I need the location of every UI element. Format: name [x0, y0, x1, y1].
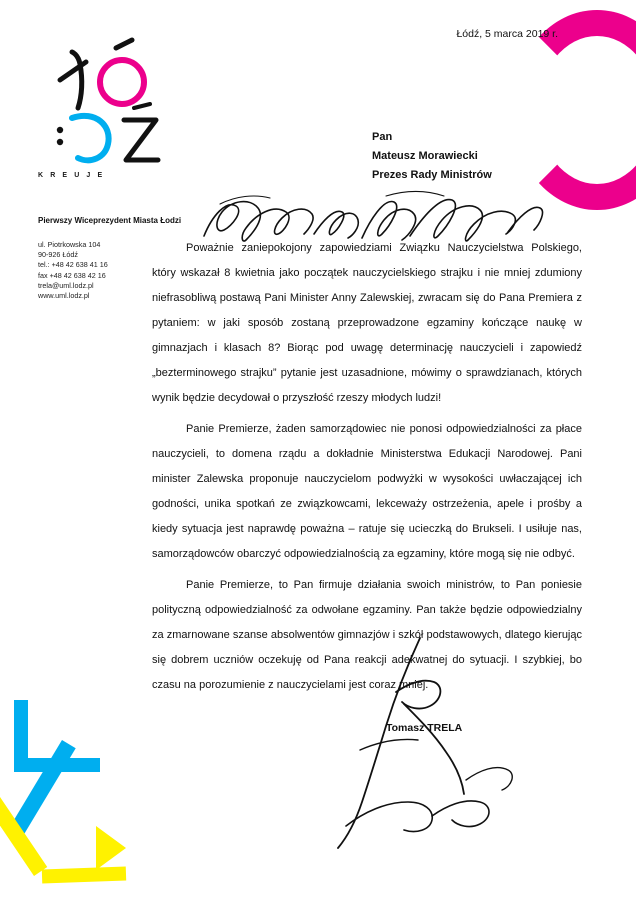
- letter-body: [152, 236, 582, 704]
- logo-tagline: K R E U J E: [38, 172, 105, 179]
- yellow-diagonal-decoration: [0, 787, 47, 876]
- body-paragraph-3: Panie Premierze, to Pan firmuje działania swoich ministrów, to Pan poniesie polityczną odpowiedzialność za odwołane egzaminy. Pan także będzie odpowiedzialny za zmarnowane szanse absolwentów gimnazjów i szkół podstawowych, dlatego kierując się dobrem uczniów oczekuję od Pana reakcji adekwatnej do sytuacji. I szybkiej, bo czasu na porozumienie z nauczycielami jest coraz mniej.: [152, 579, 582, 691]
- lodz-logo: [38, 34, 178, 184]
- addressee-block: [372, 128, 492, 185]
- sender-phone: tel.: +48 42 638 41 16: [38, 260, 108, 270]
- sender-fax: fax +48 42 638 42 16: [38, 270, 106, 280]
- sender-title: Pierwszy Wiceprezydent Miasta Łodzi: [38, 216, 182, 225]
- addressee-line-3: Prezes Rady Ministrów: [372, 169, 492, 181]
- body-paragraph-2: Panie Premierze, żaden samorządowiec nie ponosi odpowiedzialności za płace nauczycieli, to domena rządu a dokładnie Ministerstwa Edukacji Narodowej. Pani minister Zalewska proponuje nauczycielom podwyżki w wysokości uwłaczającej ich godności, unika spotkań ze związkowcami, lekceważy ostrzeżenia, apele i prośby a kiedy sytuacja jest naprawdę poważna – ratuje się ucieczką do Brukseli. I usiłuje nas, samorządowców obarczyć odpowiedzialnością za egzaminy, które mogą się nie odbyć.: [152, 423, 582, 560]
- addressee-line-1: Pan: [372, 131, 393, 143]
- magenta-arc-decoration: [512, 10, 636, 210]
- document-date: Łódź, 5 marca 2019 r.: [456, 28, 558, 40]
- cyan-diagonal-decoration: [8, 740, 75, 837]
- sender-address-line-2: 90-926 Łódź: [38, 250, 78, 260]
- sender-contact-block: [38, 240, 108, 301]
- signature-printed-name: Tomasz TRELA: [386, 722, 463, 734]
- sender-email: trela@uml.lodz.pl: [38, 280, 94, 290]
- addressee-line-2: Mateusz Morawiecki: [372, 150, 478, 162]
- sender-address-line-1: ul. Piotrkowska 104: [38, 240, 101, 249]
- body-paragraph-1: Poważnie zaniepokojony zapowiedziami Związku Nauczycielstwa Polskiego, który wskazał 8 kwietnia jako początek nauczycielskiego strajku i nie mniej zdumiony niefrasobliwą postawą Pani Minister Anny Zalewskiej, zwracam się do Pana Premiera z pytaniem: w jaki sposób zostaną przeprowadzone egzaminy kończące naukę w gimnazjach i klasach 8? Biorąc pod uwagę determinację nauczycieli i zapowiedź „bezterminowego strajku” pytanie jest uzasadnione, mówimy o sprawdzianach, których wynik będzie decydował o przyszłość rzeszy młodych ludzi!: [152, 242, 582, 404]
- yellow-triangle-decoration: [96, 826, 126, 870]
- sender-website: www.uml.lodz.pl: [38, 291, 90, 301]
- yellow-bar-decoration: [42, 867, 126, 884]
- cyan-vertical-decoration: [14, 700, 28, 772]
- cyan-bar-decoration: [14, 758, 100, 772]
